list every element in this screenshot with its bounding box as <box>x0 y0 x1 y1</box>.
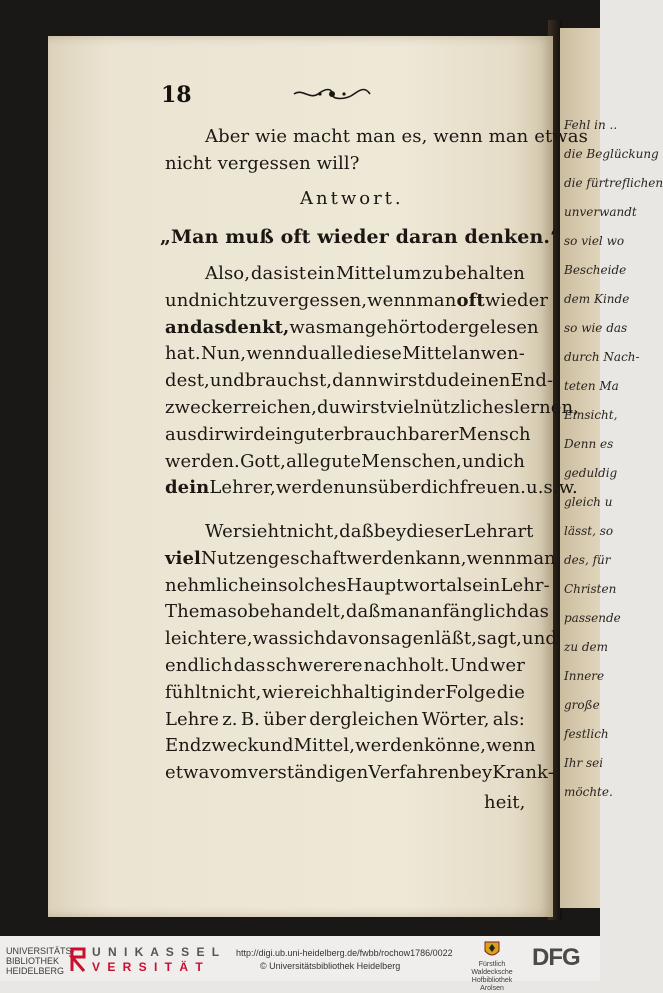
word: dieser <box>406 521 464 542</box>
word: Nun, <box>201 343 247 365</box>
word: freuen. <box>459 477 526 499</box>
word: dann <box>332 370 378 392</box>
word: man <box>325 316 365 338</box>
word: brauchbarer <box>343 423 459 445</box>
text-line <box>165 370 554 392</box>
text-line <box>165 423 531 445</box>
word: so <box>227 601 248 623</box>
word: viel <box>387 397 420 418</box>
word: Thema <box>165 601 228 623</box>
word: Folge <box>445 681 497 703</box>
text-line <box>165 735 536 757</box>
word: dein <box>165 477 210 499</box>
next-page-fragment: zu dem <box>564 640 609 654</box>
word: guter <box>293 423 344 445</box>
word: und <box>209 370 245 392</box>
text-line <box>165 601 549 623</box>
next-page-fragment: geduldig <box>564 466 618 480</box>
word: vergessen, <box>268 289 368 311</box>
word: Mensch <box>458 423 531 445</box>
text-line <box>205 263 525 284</box>
next-page-edge <box>560 28 663 908</box>
word: du <box>296 343 320 365</box>
word: dich <box>420 477 460 499</box>
arolsen-crest-icon <box>483 940 501 960</box>
word: Mittel <box>402 343 458 365</box>
text-line <box>165 289 549 311</box>
word: leichtere, <box>165 628 253 650</box>
word: Menschen, <box>361 450 462 472</box>
word: als <box>446 574 473 596</box>
question-line-2: nicht vergessen will? <box>165 153 360 174</box>
word: man <box>380 601 421 623</box>
word: zu <box>246 289 269 311</box>
next-page-fragment: Bescheide <box>564 263 627 277</box>
next-page-fragment: so viel wo <box>564 234 625 248</box>
word: die <box>496 681 525 703</box>
next-page-fragment: festlich <box>564 727 609 741</box>
word: Hauptwort <box>346 574 447 596</box>
word: in <box>395 681 414 703</box>
word: Wer <box>205 521 242 542</box>
word: reichhaltig <box>294 681 396 703</box>
word: wirst <box>340 397 388 418</box>
word: der <box>413 681 445 703</box>
word: gelesen <box>467 316 539 338</box>
word: Endzweck <box>165 735 259 757</box>
answer-quote: „Man muß oft wieder daran denken.“ <box>160 226 562 248</box>
next-page-fragment: Innere <box>564 669 605 683</box>
word: anfänglich <box>420 601 518 623</box>
word: das <box>233 655 266 676</box>
word: und <box>165 289 201 311</box>
word: und <box>258 735 294 757</box>
word: schwerere <box>266 655 363 676</box>
word: das <box>517 601 549 623</box>
word: Lehre <box>165 708 219 730</box>
next-page-fragment: Einsicht, <box>564 408 618 422</box>
uni-heidelberg-logo <box>6 946 75 976</box>
kassel-line-2: V E R S I T Ä T <box>92 960 205 974</box>
word: vom <box>209 762 248 784</box>
word: brauchst, <box>244 370 333 392</box>
word: wenn <box>367 289 417 311</box>
word: Lehr- <box>500 574 550 596</box>
next-page-fragment: unverwandt <box>564 205 637 219</box>
word: w. <box>558 477 578 499</box>
text-line <box>205 521 534 542</box>
word: s. <box>543 477 559 499</box>
word: sieht <box>241 521 287 542</box>
next-page-fragment: Ihr sei <box>564 756 604 770</box>
word: zu <box>422 263 444 284</box>
last-word: heit, <box>484 792 526 813</box>
text-line <box>165 574 550 596</box>
kassel-line-1: U N I K A S S E L <box>92 945 222 959</box>
word: werden <box>346 547 416 569</box>
word: ich <box>497 450 525 472</box>
next-page-fragment: Denn es <box>564 437 614 451</box>
word: hat. <box>165 343 201 365</box>
word: wieder <box>484 289 549 311</box>
word: werden. <box>165 450 240 472</box>
next-page-fragment: teten Ma <box>564 379 619 393</box>
word: Und <box>450 655 490 676</box>
word: sich <box>288 628 326 650</box>
next-page-fragment: so wie das <box>564 321 628 335</box>
word: an <box>165 316 190 338</box>
text-line <box>165 477 578 499</box>
word: Mittel <box>336 263 392 284</box>
uni-heidelberg-line: HEIDELBERG <box>6 966 65 976</box>
word: Lehrart <box>463 521 534 542</box>
word: ein <box>264 423 294 445</box>
answer-heading: Antwort. <box>300 188 404 209</box>
word: sagen <box>380 628 436 650</box>
page-number: 18 <box>161 82 192 108</box>
word: Mittel, <box>293 735 356 757</box>
word: Lehrer, <box>209 477 276 499</box>
dfg-logo: DFG <box>532 944 580 971</box>
word: kann, <box>415 547 467 569</box>
word: du <box>316 397 341 418</box>
word: nicht <box>200 289 247 311</box>
word: zweck <box>165 397 223 418</box>
word: End- <box>510 370 554 392</box>
word: nicht, <box>286 521 340 542</box>
word: dir <box>196 423 224 445</box>
arolsen-line: Fürstlich Waldecksche <box>471 961 513 976</box>
word: daß <box>339 521 374 542</box>
word: viel <box>165 547 201 569</box>
uni-heidelberg-line: UNIVERSITÄTS- <box>6 946 75 956</box>
word: diese <box>353 343 402 365</box>
word: Wörter, <box>421 708 490 730</box>
word: u. <box>526 477 544 499</box>
next-page-fragment: Fehl in .. <box>564 118 618 132</box>
word: Verfahren <box>368 762 460 784</box>
text-line <box>165 655 525 676</box>
word: könne, <box>424 735 487 757</box>
word: solches <box>278 574 347 596</box>
word: du <box>424 370 449 392</box>
text-line <box>165 451 525 472</box>
word: oft <box>456 289 485 311</box>
copyright: © Universitätsbibliothek Heidelberg <box>260 961 401 971</box>
word: nehmlich <box>165 574 250 596</box>
next-page-fragment: durch Nach- <box>564 350 640 364</box>
word: endlich <box>165 655 233 676</box>
word: wenn <box>486 735 536 757</box>
word: aus <box>165 423 197 445</box>
text-line <box>165 343 525 364</box>
word: oder <box>425 316 468 338</box>
word: bey <box>373 521 407 542</box>
question-line-1: Aber wie macht man es, wenn man etwas <box>205 126 588 147</box>
word: lernen, <box>513 397 580 418</box>
text-line <box>165 709 525 730</box>
next-page-fragment: möchte. <box>564 785 613 799</box>
word: man <box>516 547 556 569</box>
text-line <box>165 682 525 703</box>
word: geschaft <box>267 547 347 569</box>
word: alle <box>319 343 354 365</box>
next-page-fragment: des, für <box>564 553 611 567</box>
word: behalten <box>444 263 525 284</box>
word: bey <box>459 762 493 784</box>
word: sagt, <box>477 628 523 650</box>
word: nicht, <box>208 681 262 703</box>
word: wer <box>490 655 525 676</box>
word: ist <box>283 263 307 284</box>
word: läßt, <box>435 628 478 650</box>
word: werden <box>275 477 345 499</box>
word: wirst <box>377 370 425 392</box>
next-page-fragment: passende <box>564 611 621 625</box>
word: und <box>522 628 558 650</box>
word: gehört <box>364 316 426 338</box>
word: B. <box>240 708 260 730</box>
word: und <box>461 450 497 472</box>
word: wenn <box>246 343 297 365</box>
word: dergleichen <box>309 708 419 730</box>
word: nützliches <box>419 397 514 418</box>
next-page-fragment: gleich u <box>564 495 613 509</box>
word: anwen- <box>458 343 525 365</box>
word: wird <box>223 423 265 445</box>
word: etwa <box>165 762 210 784</box>
word: ein <box>249 574 279 596</box>
text-line <box>165 628 558 650</box>
text-line <box>165 397 580 418</box>
word: was <box>252 628 289 650</box>
word: Gott, <box>240 450 286 472</box>
next-page-fragment: dem Kinde <box>564 292 630 306</box>
word: ein <box>472 574 501 596</box>
word: Nutzen <box>201 547 268 569</box>
word: alle <box>286 450 320 472</box>
next-page-fragment: Christen <box>564 582 617 596</box>
word: über <box>263 708 306 730</box>
kassel-logo-icon <box>68 945 88 973</box>
word: uns <box>344 477 378 499</box>
word: Krank- <box>492 762 554 784</box>
next-page-fragment: die Beglückung <box>564 147 659 161</box>
word: erreichen, <box>222 397 317 418</box>
arolsen-line: Hofbibliothek Arolsen <box>471 977 513 992</box>
word: ein <box>306 263 336 284</box>
next-page-fragment: lässt, so <box>564 524 614 538</box>
word: Also, <box>205 263 251 284</box>
source-url[interactable]: http://digi.ub.uni-heidelberg.de/fwbb/rochow1786/0022 <box>236 948 453 958</box>
word: denkt, <box>224 316 290 338</box>
word: dest, <box>165 370 210 392</box>
word: als: <box>492 708 525 730</box>
word: um <box>392 263 422 284</box>
next-page-fragment: große <box>564 698 600 712</box>
word: das <box>250 263 283 284</box>
text-line <box>165 316 539 338</box>
ornament-icon <box>292 86 372 102</box>
word: nachholt. <box>363 655 450 676</box>
word: was <box>289 316 326 338</box>
word: über <box>377 477 421 499</box>
next-page-fragment: die fürtreflichen <box>564 176 663 190</box>
word: werden <box>355 735 425 757</box>
text-line <box>165 547 556 569</box>
word: das <box>189 316 225 338</box>
arolsen-logo-text <box>462 961 522 993</box>
word: wenn <box>466 547 517 569</box>
uni-heidelberg-line: BIBLIOTHEK <box>6 956 60 966</box>
word: z. <box>222 708 238 730</box>
word: gute <box>319 450 362 472</box>
word: daß <box>345 601 381 623</box>
word: davon <box>325 628 381 650</box>
word: fühlt <box>165 681 209 703</box>
word: wie <box>262 681 295 703</box>
text-line <box>165 762 554 784</box>
word: behandelt, <box>247 601 346 623</box>
word: deinen <box>448 370 511 392</box>
word: verständigen <box>247 762 369 784</box>
word: man <box>416 289 457 311</box>
